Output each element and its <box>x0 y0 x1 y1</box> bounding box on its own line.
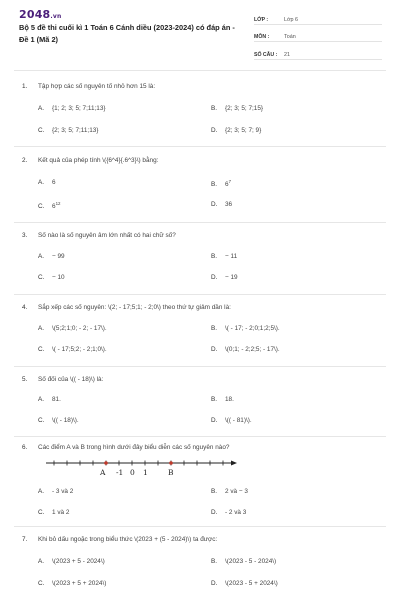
option-letter: A. <box>38 253 45 260</box>
option-text: \(2023 + 5 + 2024\) <box>52 580 107 587</box>
question-number: 2. <box>22 157 28 164</box>
question-divider <box>14 222 386 223</box>
question-item <box>0 70 400 146</box>
option-text: 2 và − 3 <box>225 488 248 495</box>
option-b[interactable] <box>211 558 276 565</box>
option-letter: A. <box>38 325 45 332</box>
option-a[interactable] <box>38 253 65 260</box>
option-letter: B. <box>211 488 218 495</box>
option-text: 36 <box>225 201 233 208</box>
option-letter: A. <box>38 105 45 112</box>
option-letter: B. <box>211 325 218 332</box>
option-b[interactable] <box>211 325 280 332</box>
question-item <box>0 436 400 526</box>
option-letter: A. <box>38 558 45 565</box>
option-text: \(2023 + 5 - 2024\) <box>52 558 105 565</box>
option-text: {1; 2; 3; 5; 7;11;13} <box>52 105 106 112</box>
question-text: Kết quả của phép tính \({6^4}{.6^3}\) bằng: <box>38 157 159 164</box>
option-text: \(( - 81)\). <box>225 417 252 424</box>
point-a-marker <box>104 461 108 465</box>
option-text: 6 <box>52 203 56 211</box>
option-letter: B. <box>211 253 218 260</box>
option-d[interactable] <box>211 580 278 587</box>
question-item <box>0 146 400 222</box>
option-text: - 2 và 3 <box>225 509 247 516</box>
site-logo[interactable] <box>19 8 61 21</box>
question-header <box>22 232 176 239</box>
question-number: 6. <box>22 444 28 451</box>
option-letter: C. <box>38 346 45 353</box>
question-item <box>0 222 400 294</box>
label-minus-one: -1 <box>116 468 124 477</box>
question-header <box>22 376 103 383</box>
option-c[interactable] <box>38 274 65 281</box>
option-b[interactable] <box>211 396 234 403</box>
question-header <box>22 444 229 451</box>
meta-value: Lớp 6 <box>284 16 299 23</box>
number-line-figure <box>44 456 244 478</box>
logo-suffix: .vn <box>50 13 62 20</box>
question-text: Tập hợp các số nguyên tố nhỏ hơn 15 là: <box>38 83 156 90</box>
option-text: {2; 3; 5; 7;11;13} <box>52 127 99 134</box>
option-text: \( - 17; - 2;0;1;2;5\). <box>225 325 280 332</box>
label-one: 1 <box>143 468 148 477</box>
question-number: 3. <box>22 232 28 239</box>
option-text: − 11 <box>225 253 238 260</box>
option-b[interactable] <box>211 253 237 260</box>
question-text: Số nào là số nguyên âm lớn nhất có hai chữ số? <box>38 232 176 239</box>
option-letter: A. <box>38 179 45 186</box>
option-text: 6 <box>225 181 229 189</box>
option-exponent: 12 <box>55 201 61 206</box>
option-d[interactable] <box>211 346 280 353</box>
option-a[interactable] <box>38 179 56 186</box>
option-text: − 99 <box>52 253 65 260</box>
question-text: Khi bỏ dấu ngoặc trong biểu thức \(2023 + (5 - 2024)\) ta được: <box>38 536 218 543</box>
option-letter: D. <box>211 346 218 353</box>
option-b[interactable] <box>211 105 263 112</box>
question-number: 1. <box>22 83 28 90</box>
document-title: Bộ 5 đề thi cuối kì 1 Toán 6 Cánh diều (2023-2024) có đáp án - Đề 1 (Mã 2) <box>19 23 235 44</box>
option-c[interactable] <box>38 127 98 134</box>
option-letter: D. <box>211 274 218 281</box>
option-text: − 10 <box>52 274 65 281</box>
logo-text: 2048 <box>19 8 51 21</box>
option-letter: C. <box>38 417 45 424</box>
meta-row-class <box>254 10 382 25</box>
question-divider <box>14 436 386 437</box>
option-d[interactable] <box>211 201 232 208</box>
question-number: 7. <box>22 536 28 543</box>
option-letter: D. <box>211 201 218 208</box>
meta-label: MÔN : <box>254 34 270 40</box>
option-exponent: 7 <box>228 179 232 184</box>
option-text: \(2023 - 5 - 2024\) <box>225 558 277 565</box>
option-text: - 3 và 2 <box>52 488 74 495</box>
question-text: Các điểm A và B trong hình dưới đây biểu diễn các số nguyên nào? <box>38 444 230 451</box>
meta-label: SỐ CÂU : <box>254 51 278 58</box>
meta-value: 21 <box>284 51 290 58</box>
meta-value: Toán <box>284 34 296 40</box>
option-text: \(( - 18)\). <box>52 417 79 424</box>
question-header <box>22 536 217 543</box>
option-letter: C. <box>38 580 45 587</box>
option-letter: B. <box>211 181 218 189</box>
option-a[interactable] <box>38 558 105 565</box>
exam-header <box>0 0 400 66</box>
label-point-b: B <box>168 468 174 477</box>
question-divider <box>14 70 386 71</box>
arrow-head-icon <box>231 461 237 466</box>
option-letter: D. <box>211 509 218 516</box>
option-d[interactable] <box>211 417 252 424</box>
option-a[interactable] <box>38 488 73 495</box>
question-divider <box>14 366 386 367</box>
option-letter: C. <box>38 274 45 281</box>
question-divider <box>14 146 386 147</box>
meta-row-count <box>254 45 382 60</box>
meta-row-subject <box>254 28 382 43</box>
question-number: 5. <box>22 376 28 383</box>
option-text: 18. <box>225 396 234 403</box>
option-c[interactable] <box>38 509 69 516</box>
question-text: Sắp xếp các số nguyên: \(2; - 17;5;1; - 2;0\) theo thứ tự giảm dần là: <box>38 304 231 311</box>
question-item <box>0 366 400 436</box>
option-letter: A. <box>38 396 45 403</box>
option-text: \(0;1; - 2;2;5; - 17\). <box>225 346 280 353</box>
option-letter: B. <box>211 105 218 112</box>
option-text: {2; 3; 5; 7; 9} <box>225 127 262 134</box>
option-letter: C. <box>38 127 45 134</box>
option-a[interactable] <box>38 325 107 332</box>
option-c[interactable] <box>38 417 79 424</box>
option-a[interactable] <box>38 105 106 112</box>
option-letter: C. <box>38 203 45 211</box>
option-text: 6 <box>52 179 56 186</box>
question-header <box>22 304 231 311</box>
meta-label: LỚP : <box>254 16 269 23</box>
option-letter: A. <box>38 488 45 495</box>
option-text: \(5;2;1;0; - 2; - 17\). <box>52 325 107 332</box>
question-divider <box>14 526 386 527</box>
question-header <box>22 157 158 164</box>
question-item <box>0 294 400 366</box>
option-letter: D. <box>211 127 218 134</box>
question-header <box>22 83 155 90</box>
label-point-a: A <box>100 468 106 477</box>
exam-meta <box>254 10 382 63</box>
option-text: \( - 17;5;2; - 2;1;0\). <box>52 346 107 353</box>
question-item <box>0 526 400 600</box>
option-letter: D. <box>211 580 218 587</box>
option-c[interactable] <box>38 346 107 353</box>
question-divider <box>14 294 386 295</box>
option-text: \(2023 - 5 + 2024\) <box>225 580 278 587</box>
question-number: 4. <box>22 304 28 311</box>
question-text: Số đối của \(( - 18)\) là: <box>38 376 104 383</box>
option-d[interactable] <box>211 509 246 516</box>
option-letter: C. <box>38 509 45 516</box>
option-b[interactable] <box>211 179 231 188</box>
option-d[interactable] <box>211 127 261 134</box>
option-text: − 19 <box>225 274 238 281</box>
option-text: 1 và 2 <box>52 509 70 516</box>
option-text: {2; 3; 5; 7;15} <box>225 105 264 112</box>
option-a[interactable] <box>38 396 61 403</box>
point-b-marker <box>169 461 173 465</box>
option-letter: B. <box>211 396 218 403</box>
label-zero: 0 <box>130 468 135 477</box>
option-b[interactable] <box>211 488 248 495</box>
option-letter: B. <box>211 558 218 565</box>
option-c[interactable] <box>38 201 60 210</box>
option-d[interactable] <box>211 274 238 281</box>
option-text: 81. <box>52 396 61 403</box>
option-c[interactable] <box>38 580 106 587</box>
option-letter: D. <box>211 417 218 424</box>
